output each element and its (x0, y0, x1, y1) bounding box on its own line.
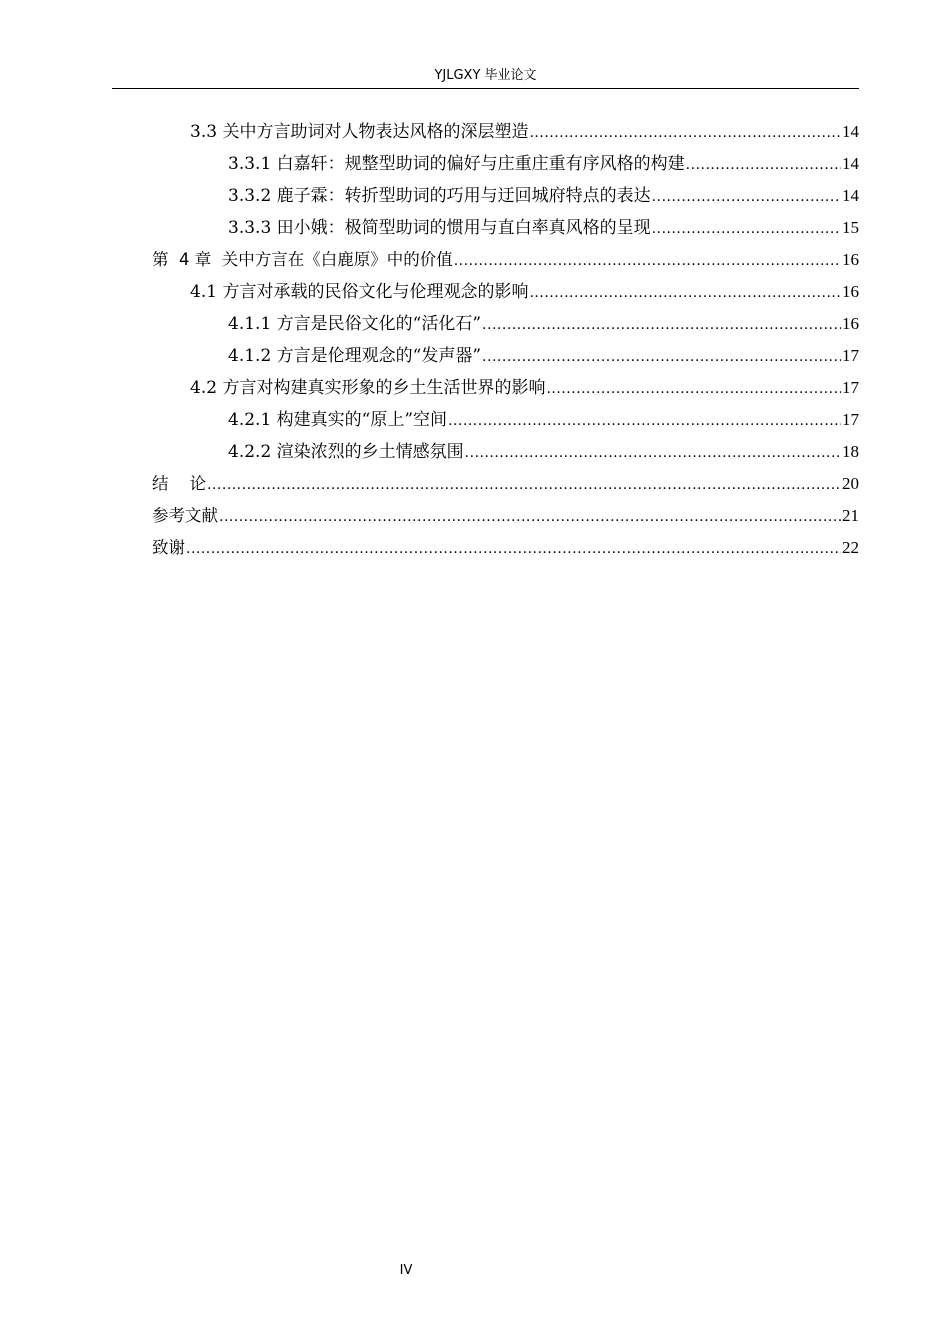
toc-entry-label: 4.1.2 方言是伦理观念的“发声器” (228, 346, 482, 366)
toc-leader-dots (482, 310, 841, 340)
toc-leader-dots (529, 118, 841, 148)
toc-entry[interactable] (228, 213, 859, 243)
header-title: YJLGXY 毕业论文 (434, 68, 537, 83)
toc-entry-label: 3.3.3 田小娥：极简型助词的惯用与直白率真风格的呈现 (228, 218, 651, 238)
toc-entry[interactable] (228, 405, 859, 435)
toc-entry-label: 4.2 方言对构建真实形象的乡土生活世界的影响 (190, 378, 546, 398)
toc-entry-page: 16 (842, 250, 859, 269)
toc-entry[interactable] (152, 501, 859, 531)
toc-entry[interactable] (190, 373, 859, 403)
page-footer (0, 1263, 950, 1278)
toc-entry-label: 4.1 方言对承载的民俗文化与伦理观念的影响 (190, 282, 529, 302)
toc-entry-label: 致谢 (152, 538, 185, 557)
toc-entry-label: 第 4 章 关中方言在《白鹿原》中的价值 (152, 250, 453, 269)
toc-entry[interactable] (190, 117, 859, 147)
toc-entry-label: 3.3.2 鹿子霖：转折型助词的巧用与迂回城府特点的表达 (228, 186, 651, 206)
toc-entry-page: 17 (842, 410, 859, 429)
toc-leader-dots (219, 502, 841, 532)
toc-entry-page: 14 (842, 122, 859, 141)
toc-entry-label: 4.2.1 构建真实的“原上”空间 (228, 410, 448, 430)
toc-entry[interactable] (228, 341, 859, 371)
toc-leader-dots (686, 150, 841, 180)
toc-leader-dots (207, 470, 841, 500)
toc-entry-page: 17 (842, 346, 859, 365)
toc-leader-dots (186, 534, 841, 564)
toc-entry-page: 14 (842, 186, 859, 205)
toc-entry-page: 14 (842, 154, 859, 173)
toc-entry[interactable] (152, 469, 859, 499)
toc-entry[interactable] (228, 181, 859, 211)
toc-entry-label: 3.3.1 白嘉轩：规整型助词的偏好与庄重庄重有序风格的构建 (228, 154, 685, 174)
toc-entry[interactable] (152, 533, 859, 563)
toc-leader-dots (465, 438, 841, 468)
toc-entry-label: 3.3 关中方言助词对人物表达风格的深层塑造 (190, 122, 529, 142)
toc-entry-page: 17 (842, 378, 859, 397)
toc-leader-dots (448, 406, 841, 436)
toc-entry-page: 15 (842, 218, 859, 237)
page-header (112, 66, 859, 86)
toc-entry-label: 参考文献 (152, 506, 218, 525)
toc-leader-dots (546, 374, 841, 404)
toc-entry[interactable] (228, 437, 859, 467)
toc-entry[interactable] (228, 149, 859, 179)
toc-entry-label: 4.1.1 方言是民俗文化的“活化石” (228, 314, 482, 334)
toc-leader-dots (652, 182, 841, 212)
toc-entry-page: 20 (842, 474, 859, 493)
toc-entry[interactable] (228, 309, 859, 339)
toc-entry-label: 4.2.2 渲染浓烈的乡土情感氛围 (228, 442, 464, 462)
page-number: IV (399, 1263, 413, 1278)
toc-entry-page: 21 (842, 506, 859, 525)
toc-entry[interactable] (152, 245, 859, 275)
header-rule (112, 88, 859, 89)
toc-entry-label: 结 论 (152, 474, 206, 493)
toc-entry-page: 18 (842, 442, 859, 461)
toc-entry[interactable] (190, 277, 859, 307)
toc-entry-page: 16 (842, 314, 859, 333)
toc-leader-dots (454, 246, 841, 276)
toc-entry-page: 16 (842, 282, 859, 301)
toc-leader-dots (482, 342, 841, 372)
toc-leader-dots (652, 214, 841, 244)
toc-entry-page: 22 (842, 538, 859, 557)
toc-leader-dots (529, 278, 841, 308)
